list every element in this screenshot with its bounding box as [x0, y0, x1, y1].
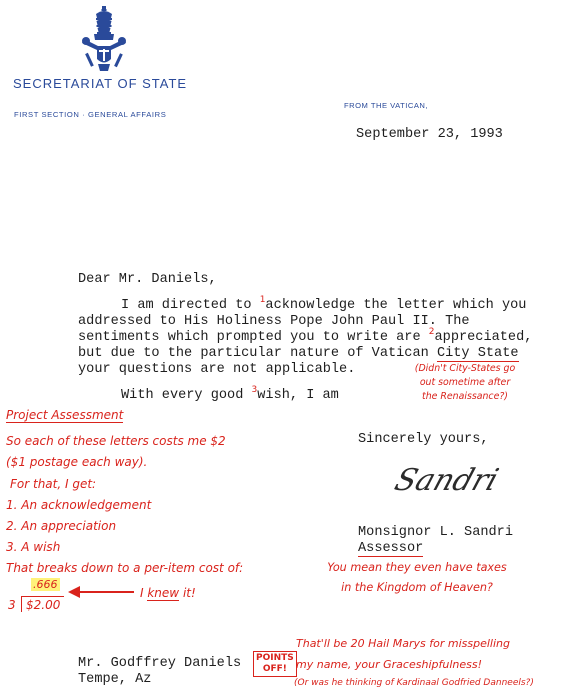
name-note-aside: (Or was he thinking of Kardinaal Godfried Danneels?) [294, 678, 534, 688]
assessment-line-3: For that, I get: [10, 477, 97, 491]
city-state-underlined: City State [436, 346, 519, 361]
assessment-title-wrap [6, 408, 123, 422]
city-state-note: (Didn't City-States go out sometime after the Renaissance?) [414, 363, 516, 402]
assessment-line-7: That breaks down to a per-item cost of: [6, 561, 244, 575]
division-dividend: $2.00 [21, 596, 64, 612]
para1-line3: sentiments which prompted you to write are $^2$appreciated, [78, 327, 533, 345]
letterhead-org: SECRETARIAT OF STATE [13, 76, 188, 91]
recipient-city: Tempe, Az [78, 672, 152, 687]
signature: Sandri [390, 463, 503, 498]
assessment-line-2: ($1 postage each way). [6, 455, 148, 469]
arrow-left-icon [66, 584, 136, 600]
assessment-line-1: So each of these letters costs me $2 [6, 434, 226, 448]
salutation: Dear Mr. Daniels, [78, 272, 217, 287]
signer-name: Monsignor L. Sandri [358, 525, 513, 540]
mark-three: 3 [251, 385, 258, 395]
taxes-note: You mean they even have taxes in the Kingdom of Heaven? [327, 561, 507, 594]
papal-coat-of-arms-icon [80, 6, 128, 72]
assessment-line-6: 3. A wish [6, 540, 61, 554]
name-note: That'll be 20 Hail Marys for misspelling my name, your Graceshipfulness! [296, 637, 510, 671]
signer-title: Assessor [358, 541, 424, 556]
closing: Sincerely yours, [358, 432, 489, 447]
assessment-line-5: 2. An appreciation [6, 519, 117, 533]
para1-line2: addressed to His Holiness Pope John Paul II. The [78, 314, 470, 329]
knew-it-note: I knew it! [140, 586, 196, 600]
mark-one: 1 [259, 295, 266, 305]
para1-line1: I am directed to $^1$acknowledge the letter which you [121, 295, 527, 313]
letterhead-section: FIRST SECTION · GENERAL AFFAIRS [14, 110, 167, 119]
mark-two: 2 [428, 327, 435, 337]
points-off-stamp: POINTS OFF! [253, 651, 297, 677]
recipient-name: Mr. Godffrey Daniels [78, 656, 242, 671]
para2: With every good $^3$wish, I am [121, 385, 339, 403]
assessment-line-4: 1. An acknowledgement [6, 498, 152, 512]
signer-title-wrap [358, 541, 423, 556]
letter-date: September 23, 1993 [356, 127, 503, 142]
para1-line4: but due to the particular nature of Vatican City State [78, 346, 519, 361]
assessment-title: Project Assessment [6, 408, 124, 422]
division-quotient: .666 [33, 578, 58, 591]
division-divisor: 3 [8, 598, 16, 612]
para1-line5: your questions are not applicable. [78, 362, 356, 377]
letterhead-origin: FROM THE VATICAN, [344, 101, 429, 110]
